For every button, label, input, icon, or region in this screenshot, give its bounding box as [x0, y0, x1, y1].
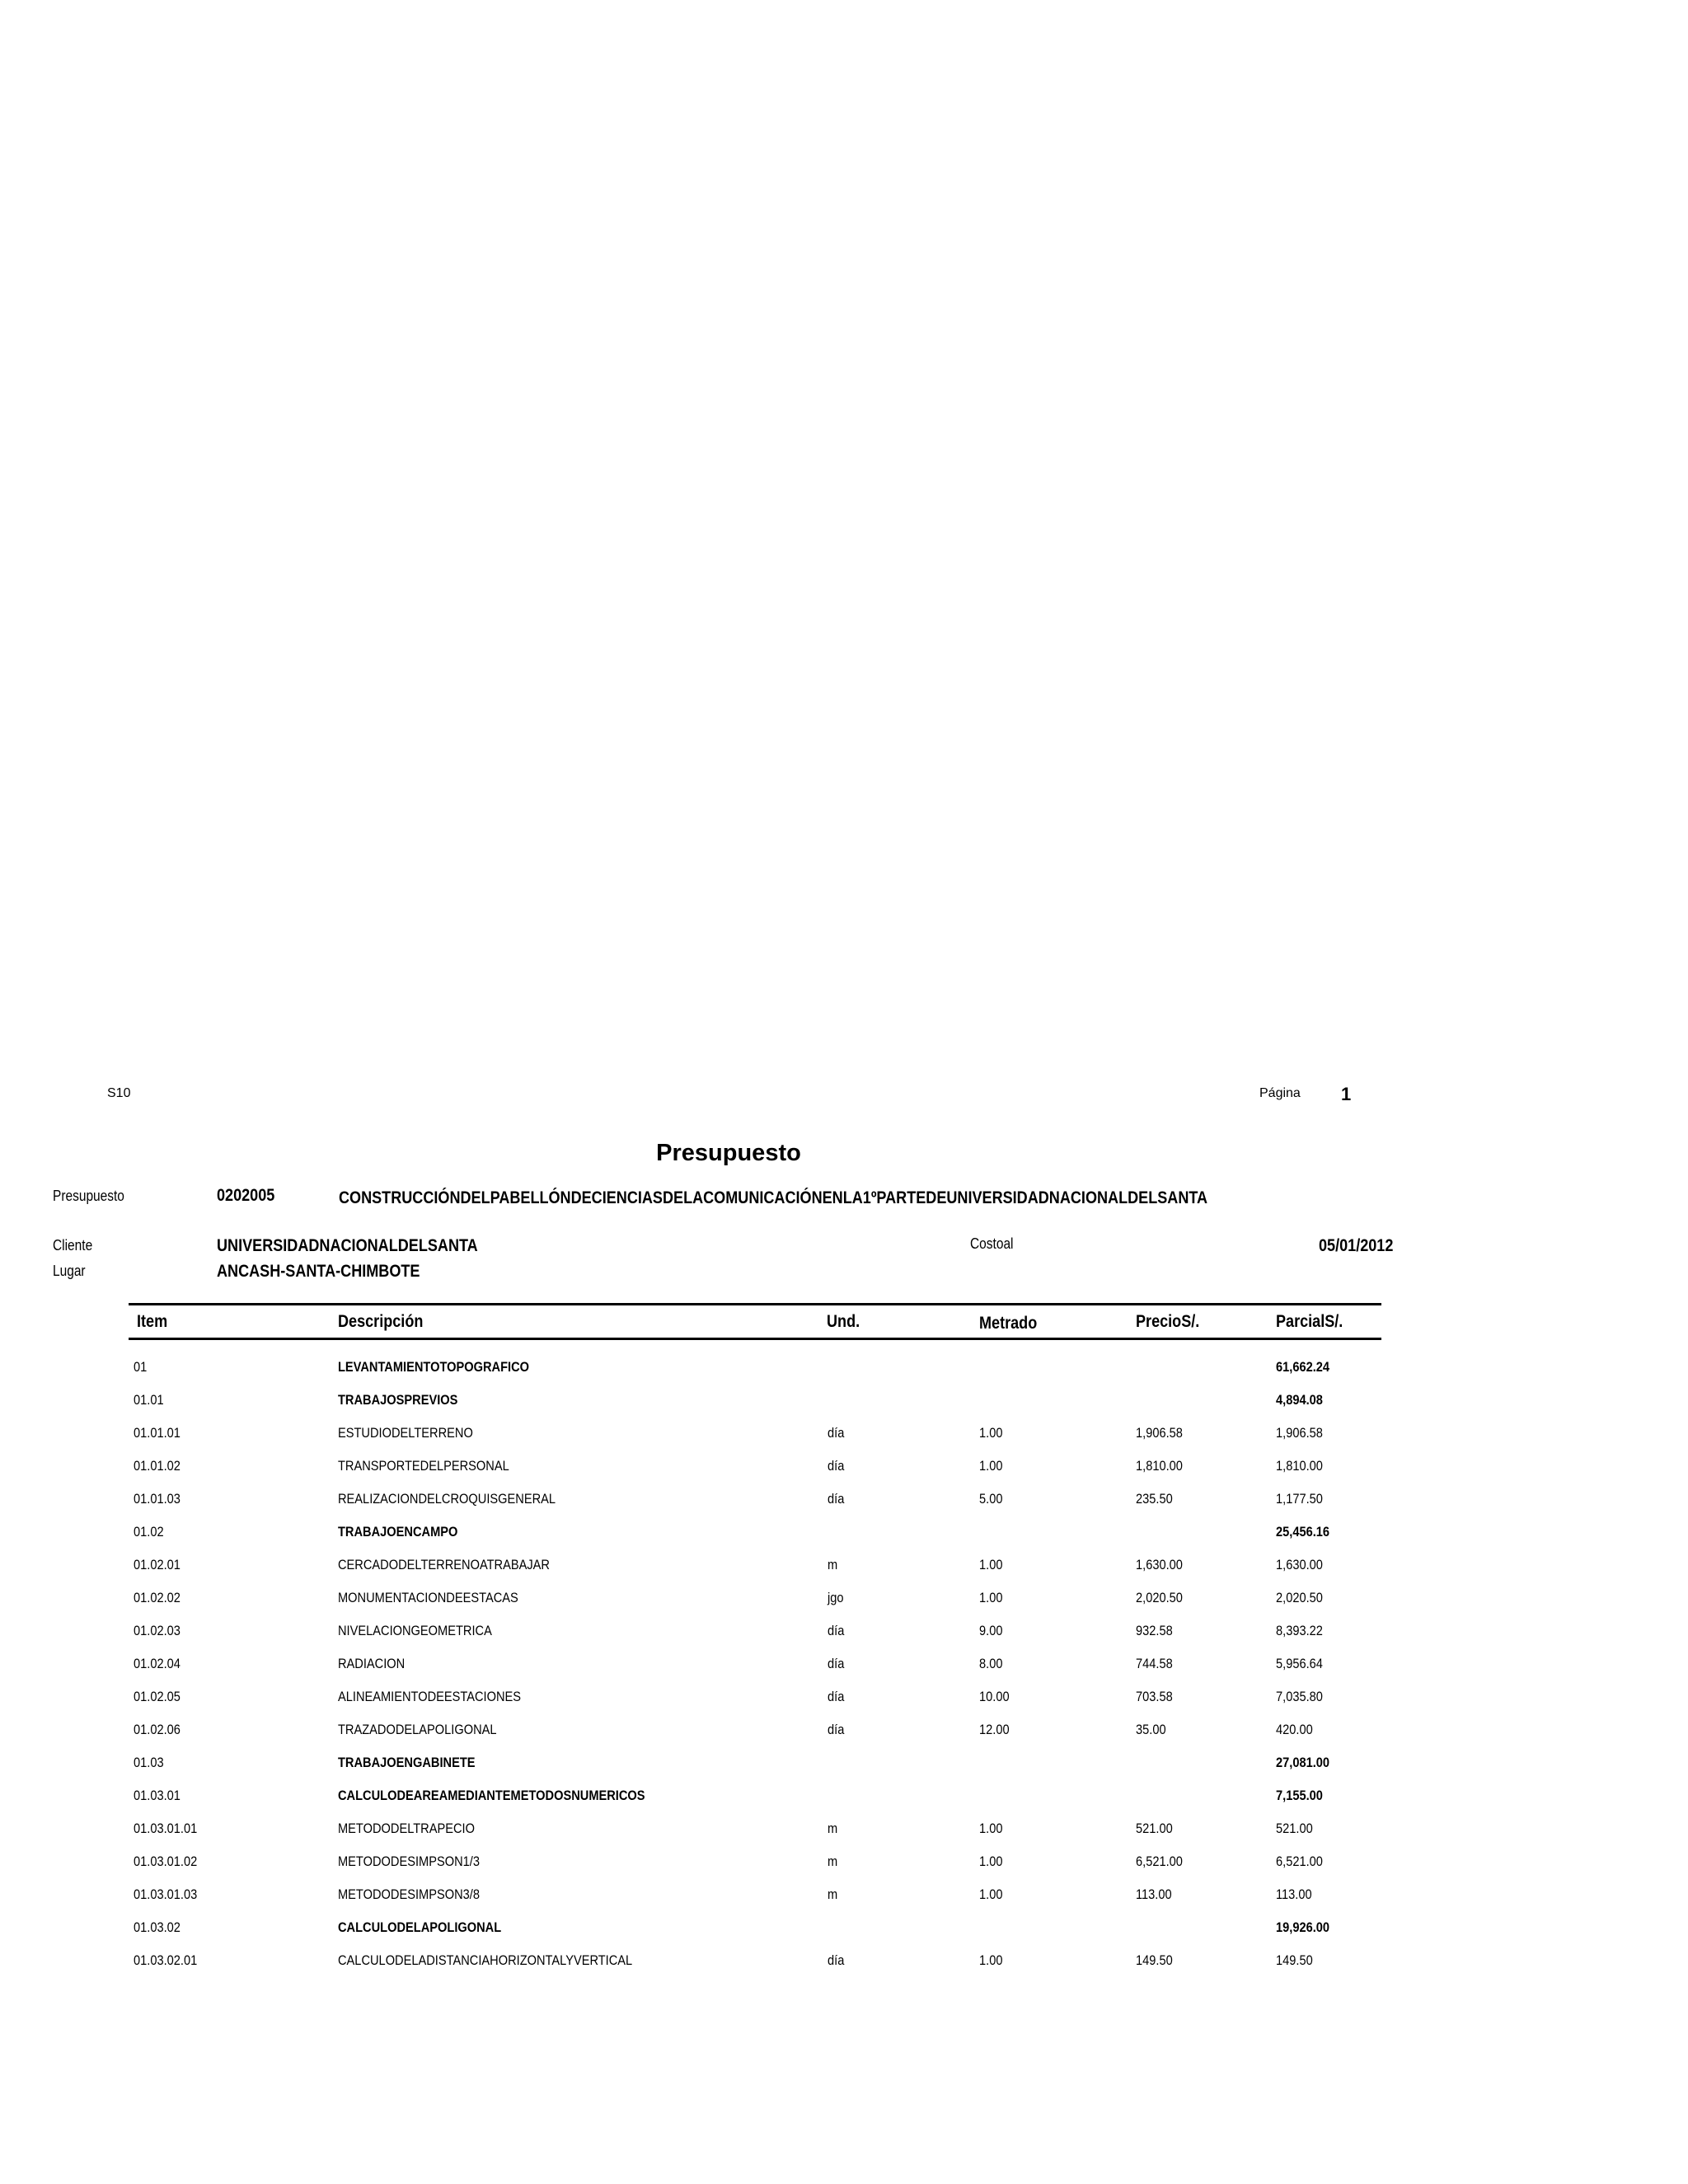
table-row [0, 1853, 1688, 1886]
table-row [0, 1820, 1688, 1853]
cell-parcial: 420.00 [1276, 1722, 1313, 1737]
cell-descripcion: RADIACION [338, 1656, 406, 1671]
table-group-row [0, 1391, 1688, 1424]
cell-metrado: 1.00 [979, 1952, 1003, 1968]
cell-precio: 2,020.50 [1136, 1590, 1183, 1605]
cell-precio: 1,810.00 [1136, 1458, 1183, 1474]
cell-descripcion: TRABAJOENCAMPO [338, 1524, 458, 1540]
cell-item: 01 [134, 1359, 148, 1375]
table-row [0, 1490, 1688, 1523]
cell-und: día [828, 1425, 845, 1441]
cell-descripcion: TRANSPORTEDELPERSONAL [338, 1458, 509, 1474]
presupuesto-code: 0202005 [217, 1186, 275, 1205]
cell-und: día [828, 1689, 845, 1704]
cell-item: 01.02.04 [134, 1656, 181, 1671]
table-row [0, 1952, 1688, 1985]
cell-descripcion: LEVANTAMIENTOTOPOGRAFICO [338, 1359, 530, 1375]
cell-precio: 113.00 [1136, 1886, 1172, 1902]
cell-item: 01.03.01 [134, 1788, 181, 1803]
column-header-item: Item [137, 1312, 168, 1331]
cell-precio: 6,521.00 [1136, 1854, 1183, 1869]
cell-item: 01.03.02.01 [134, 1952, 198, 1968]
table-row [0, 1622, 1688, 1655]
budget-table-body [0, 1358, 1688, 1985]
cell-parcial: 5,956.64 [1276, 1656, 1323, 1671]
table-group-row [0, 1358, 1688, 1391]
cell-und: m [828, 1557, 838, 1572]
cell-parcial: 25,456.16 [1276, 1524, 1330, 1540]
table-row [0, 1589, 1688, 1622]
cell-item: 01.02.05 [134, 1689, 181, 1704]
cell-precio: 35.00 [1136, 1722, 1166, 1737]
cell-metrado: 1.00 [979, 1590, 1003, 1605]
table-row [0, 1457, 1688, 1490]
cell-descripcion: ALINEAMIENTODEESTACIONES [338, 1689, 522, 1704]
lugar-value: ANCASH-SANTA-CHIMBOTE [217, 1262, 420, 1281]
cell-metrado: 10.00 [979, 1689, 1010, 1704]
cell-item: 01.01 [134, 1392, 164, 1408]
cell-precio: 932.58 [1136, 1623, 1173, 1638]
cell-metrado: 12.00 [979, 1722, 1010, 1737]
cell-item: 01.02.02 [134, 1590, 181, 1605]
cell-parcial: 2,020.50 [1276, 1590, 1323, 1605]
table-group-row [0, 1754, 1688, 1787]
cell-parcial: 7,155.00 [1276, 1788, 1323, 1803]
table-row [0, 1424, 1688, 1457]
cell-metrado: 1.00 [979, 1425, 1003, 1441]
cell-und: día [828, 1722, 845, 1737]
cell-descripcion: TRABAJOSPREVIOS [338, 1392, 458, 1408]
cell-descripcion: METODODESIMPSON1/3 [338, 1854, 480, 1869]
cell-parcial: 4,894.08 [1276, 1392, 1323, 1408]
column-header-descripcion: Descripción [338, 1312, 424, 1331]
cell-parcial: 149.50 [1276, 1952, 1313, 1968]
lugar-label: Lugar [53, 1263, 86, 1279]
cell-item: 01.03.02 [134, 1919, 181, 1935]
cell-item: 01.02.06 [134, 1722, 181, 1737]
cell-parcial: 113.00 [1276, 1886, 1312, 1902]
cell-item: 01.03 [134, 1755, 164, 1770]
cliente-label: Cliente [53, 1237, 93, 1254]
cell-descripcion: CERCADODELTERRENOATRABAJAR [338, 1557, 550, 1572]
cell-descripcion: MONUMENTACIONDEESTACAS [338, 1590, 518, 1605]
cell-descripcion: METODODELTRAPECIO [338, 1821, 475, 1836]
table-row [0, 1886, 1688, 1919]
table-header-bottom-rule [129, 1338, 1381, 1340]
cell-descripcion: CALCULODEAREAMEDIANTEMETODOSNUMERICOS [338, 1788, 645, 1803]
cell-und: día [828, 1623, 845, 1638]
cell-item: 01.01.01 [134, 1425, 181, 1441]
cell-item: 01.02.03 [134, 1623, 181, 1638]
page-title: Presupuesto [656, 1140, 801, 1166]
cell-und: jgo [828, 1590, 844, 1605]
column-header-parcial: ParcialS/. [1276, 1312, 1343, 1331]
cell-und: m [828, 1886, 838, 1902]
cell-item: 01.01.02 [134, 1458, 181, 1474]
cell-precio: 744.58 [1136, 1656, 1173, 1671]
cell-precio: 235.50 [1136, 1491, 1173, 1507]
table-row [0, 1721, 1688, 1754]
cliente-value: UNIVERSIDADNACIONALDELSANTA [217, 1236, 478, 1255]
system-code: S10 [107, 1086, 131, 1100]
cell-parcial: 61,662.24 [1276, 1359, 1330, 1375]
cell-parcial: 1,630.00 [1276, 1557, 1323, 1572]
cell-item: 01.01.03 [134, 1491, 181, 1507]
cell-metrado: 8.00 [979, 1656, 1003, 1671]
cell-und: m [828, 1854, 838, 1869]
cell-item: 01.03.01.03 [134, 1886, 198, 1902]
cell-descripcion: TRABAJOENGABINETE [338, 1755, 476, 1770]
cell-item: 01.02.01 [134, 1557, 181, 1572]
cell-und: día [828, 1656, 845, 1671]
cell-precio: 703.58 [1136, 1689, 1173, 1704]
page-label: Página [1259, 1086, 1301, 1100]
cell-parcial: 1,906.58 [1276, 1425, 1323, 1441]
cell-descripcion: NIVELACIONGEOMETRICA [338, 1623, 492, 1638]
cell-metrado: 1.00 [979, 1886, 1003, 1902]
cell-metrado: 1.00 [979, 1821, 1003, 1836]
table-row [0, 1655, 1688, 1688]
cell-und: m [828, 1821, 838, 1836]
cell-descripcion: CALCULODELAPOLIGONAL [338, 1919, 502, 1935]
cell-descripcion: TRAZADODELAPOLIGONAL [338, 1722, 497, 1737]
cell-metrado: 1.00 [979, 1458, 1003, 1474]
table-group-row [0, 1523, 1688, 1556]
cell-und: día [828, 1458, 845, 1474]
cell-und: día [828, 1491, 845, 1507]
cell-precio: 1,630.00 [1136, 1557, 1183, 1572]
cell-metrado: 1.00 [979, 1854, 1003, 1869]
table-header-top-rule [129, 1303, 1381, 1305]
presupuesto-label: Presupuesto [53, 1188, 124, 1204]
cell-parcial: 27,081.00 [1276, 1755, 1330, 1770]
costo-label: Costoal [970, 1235, 1014, 1252]
cell-parcial: 19,926.00 [1276, 1919, 1330, 1935]
cell-parcial: 6,521.00 [1276, 1854, 1323, 1869]
cell-metrado: 9.00 [979, 1623, 1003, 1638]
cell-metrado: 5.00 [979, 1491, 1003, 1507]
table-row [0, 1556, 1688, 1589]
cell-parcial: 1,177.50 [1276, 1491, 1323, 1507]
page-number: 1 [1341, 1084, 1352, 1104]
cell-descripcion: CALCULODELADISTANCIAHORIZONTALYVERTICAL [338, 1952, 633, 1968]
cell-descripcion: METODODESIMPSON3/8 [338, 1886, 480, 1902]
table-row [0, 1688, 1688, 1721]
cell-parcial: 521.00 [1276, 1821, 1313, 1836]
presupuesto-description: CONSTRUCCIÓNDELPABELLÓNDECIENCIASDELACOMUNICACIÓNENLA1ºPARTEDEUNIVERSIDADNACIONALDELSANTA [339, 1188, 1208, 1207]
column-header-precio: PrecioS/. [1136, 1312, 1200, 1331]
cell-parcial: 8,393.22 [1276, 1623, 1323, 1638]
cell-und: día [828, 1952, 845, 1968]
cell-parcial: 7,035.80 [1276, 1689, 1323, 1704]
cell-item: 01.03.01.01 [134, 1821, 198, 1836]
cell-precio: 521.00 [1136, 1821, 1173, 1836]
cell-descripcion: ESTUDIODELTERRENO [338, 1425, 473, 1441]
cell-parcial: 1,810.00 [1276, 1458, 1323, 1474]
table-group-row [0, 1919, 1688, 1952]
cell-descripcion: REALIZACIONDELCROQUISGENERAL [338, 1491, 556, 1507]
cell-item: 01.02 [134, 1524, 164, 1540]
column-header-und: Und. [827, 1312, 860, 1331]
cell-precio: 149.50 [1136, 1952, 1173, 1968]
costo-date: 05/01/2012 [1319, 1236, 1394, 1255]
cell-precio: 1,906.58 [1136, 1425, 1183, 1441]
column-header-metrado: Metrado [979, 1314, 1038, 1333]
cell-item: 01.03.01.02 [134, 1854, 198, 1869]
table-group-row [0, 1787, 1688, 1820]
cell-metrado: 1.00 [979, 1557, 1003, 1572]
